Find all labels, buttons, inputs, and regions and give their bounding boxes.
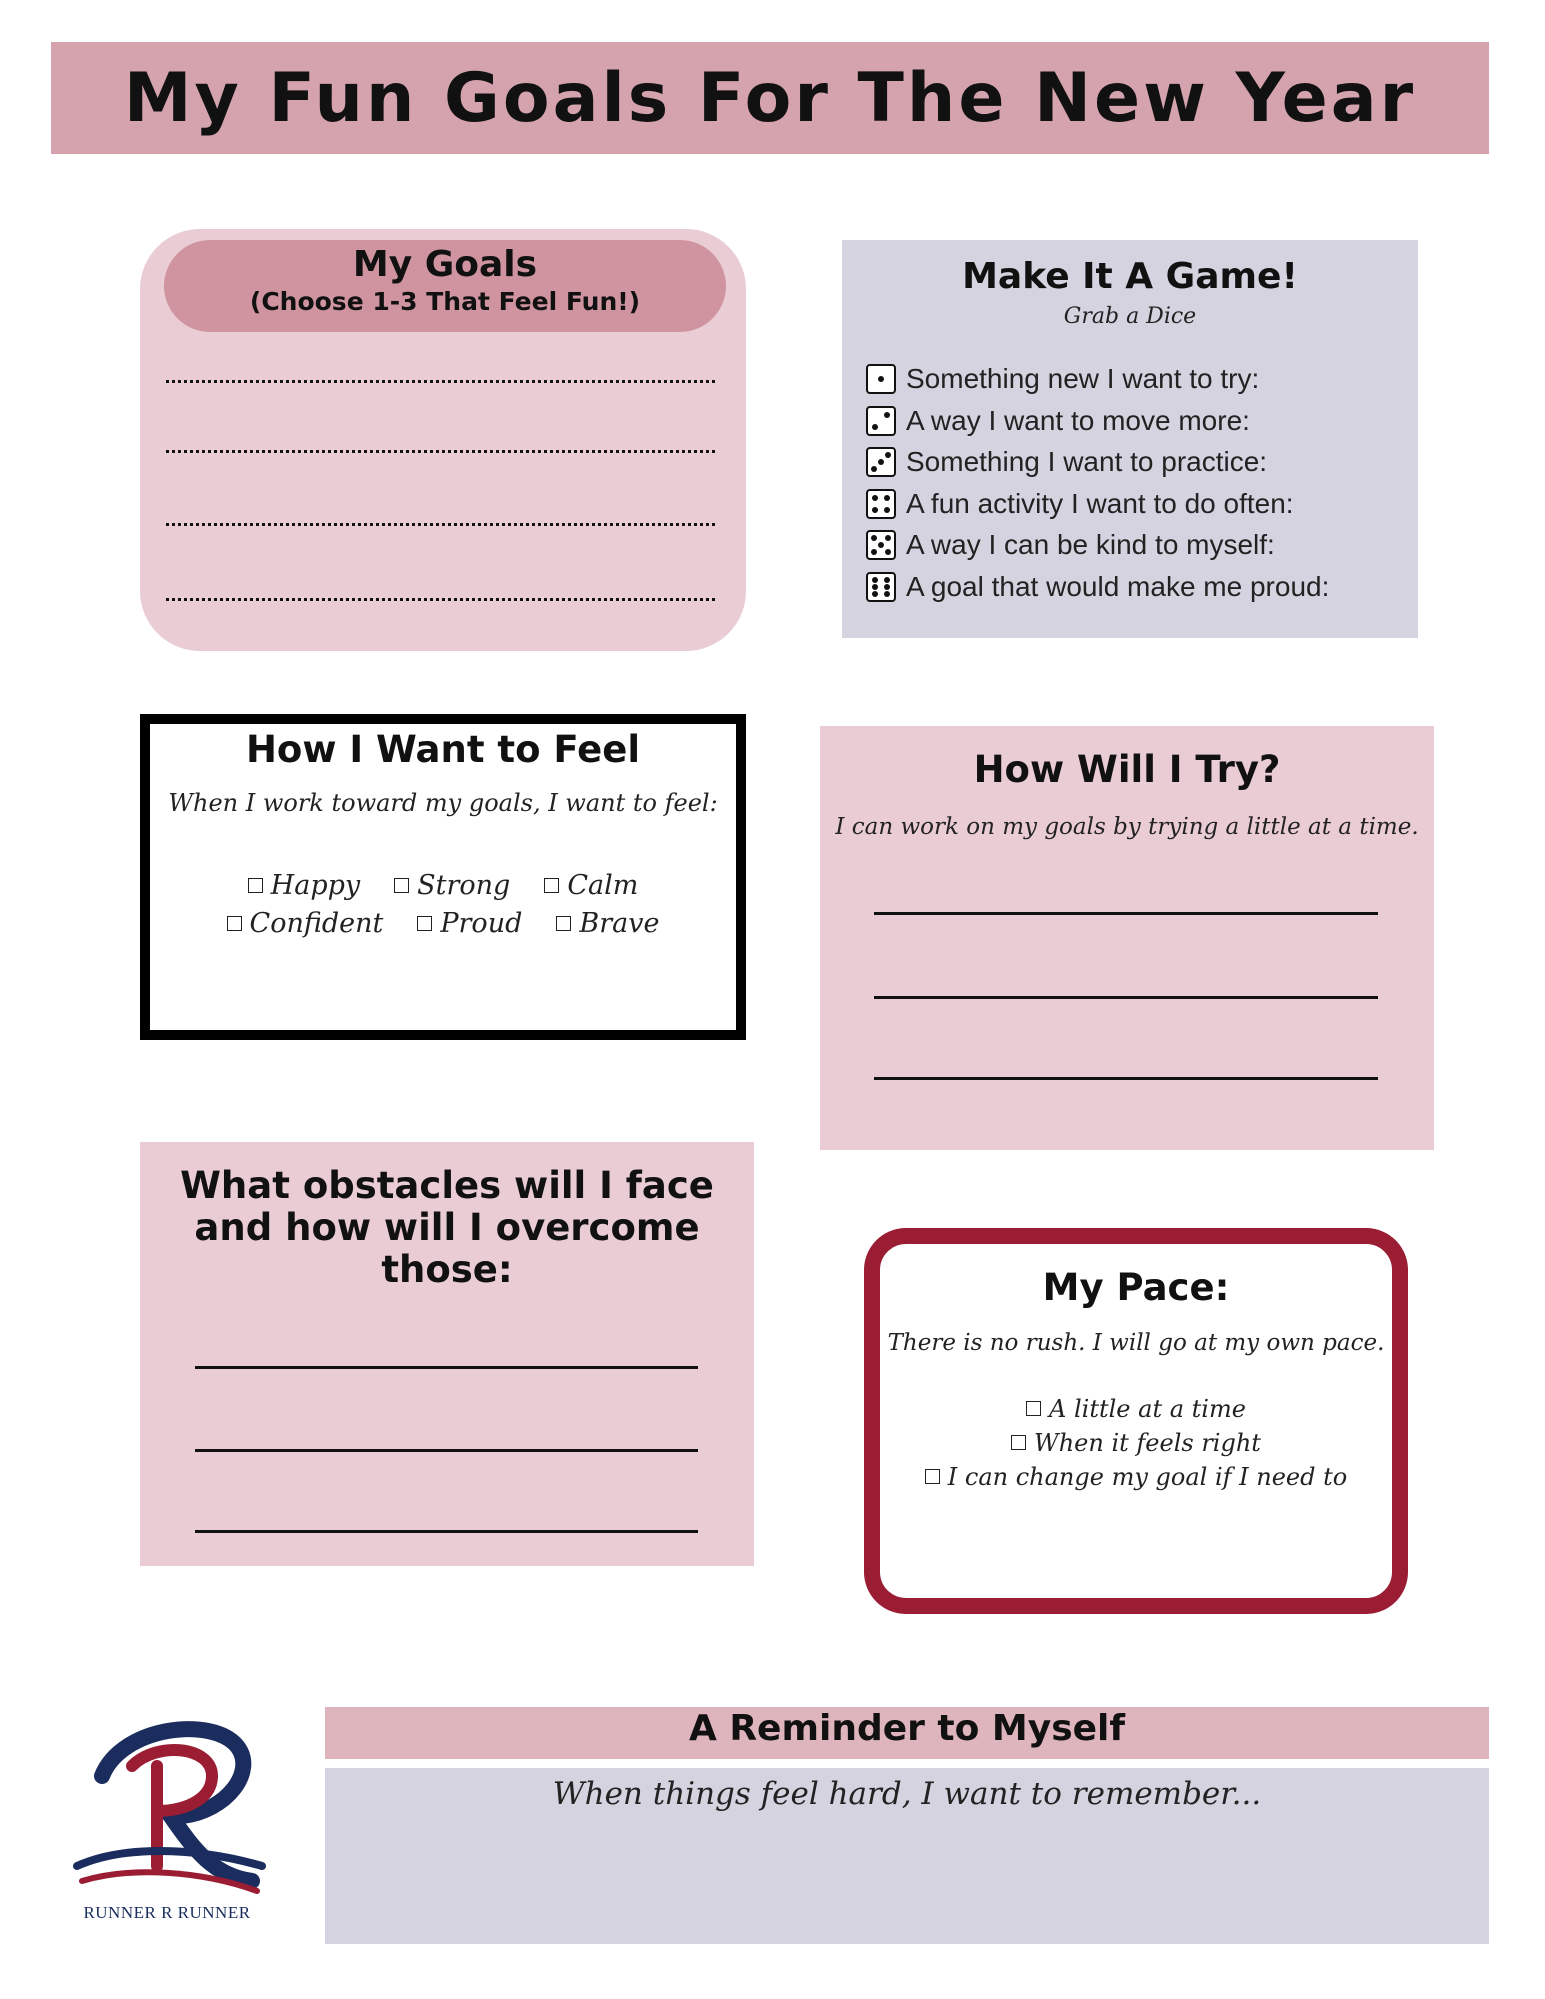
feel-option-happy[interactable]: Happy	[248, 870, 360, 901]
checkbox-icon[interactable]	[394, 878, 409, 893]
obstacles-line-1[interactable]	[195, 1366, 698, 1369]
game-item-label: A way I want to move more:	[906, 405, 1250, 436]
pace-subtitle: There is no rush. I will go at my own pace.	[887, 1330, 1385, 1356]
runner-logo-icon	[62, 1706, 272, 1926]
page-title: My Fun Goals For The New Year	[123, 58, 1417, 138]
checkbox-icon[interactable]	[227, 916, 242, 931]
die-6-icon	[866, 572, 896, 602]
feel-subtitle: When I work toward my goals, I want to feel:	[168, 789, 718, 817]
feel-row-1	[140, 870, 746, 901]
game-item-label: Something I want to practice:	[906, 446, 1268, 477]
game-title: Make It A Game!	[962, 256, 1298, 297]
feel-option-strong[interactable]: Strong	[394, 870, 510, 901]
pace-option-3[interactable]: I can change my goal if I need to	[864, 1463, 1408, 1491]
checkbox-icon[interactable]	[556, 916, 571, 931]
game-item-label: Something new I want to try:	[906, 363, 1260, 394]
logo-text: RUNNER R RUNNER	[83, 1903, 251, 1922]
try-line-1[interactable]	[874, 912, 1378, 915]
reminder-text: When things feel hard, I want to remember...	[552, 1776, 1262, 1812]
feel-option-calm[interactable]: Calm	[544, 870, 638, 901]
feel-option-confident[interactable]: Confident	[227, 908, 384, 939]
checkbox-icon[interactable]	[248, 878, 263, 893]
reminder-title: A Reminder to Myself	[688, 1708, 1126, 1749]
game-item-6	[866, 568, 1329, 606]
die-2-icon	[866, 406, 896, 436]
goal-line-3[interactable]	[166, 523, 715, 526]
try-line-3[interactable]	[874, 1077, 1378, 1080]
obstacles-line-2[interactable]	[195, 1449, 698, 1452]
feel-title: How I Want to Feel	[245, 728, 641, 771]
pace-option-1[interactable]: A little at a time	[864, 1395, 1408, 1423]
checkbox-icon[interactable]	[1026, 1401, 1041, 1416]
game-item-3	[866, 443, 1267, 481]
game-item-label: A goal that would make me proud:	[906, 571, 1330, 602]
checkbox-icon[interactable]	[417, 916, 432, 931]
die-3-icon	[866, 447, 896, 477]
try-line-2[interactable]	[874, 996, 1378, 999]
goal-line-4[interactable]	[166, 598, 715, 601]
goal-line-1[interactable]	[166, 380, 715, 383]
game-subtitle: Grab a Dice	[1063, 304, 1197, 329]
die-4-icon	[866, 489, 896, 519]
checkbox-icon[interactable]	[925, 1469, 940, 1484]
game-item-2	[866, 402, 1250, 440]
feel-option-brave[interactable]: Brave	[556, 908, 659, 939]
try-title: How Will I Try?	[973, 748, 1281, 791]
goals-title: My Goals	[352, 244, 538, 285]
game-item-label: A way I can be kind to myself:	[906, 529, 1275, 560]
feel-row-2	[140, 908, 746, 939]
checkbox-icon[interactable]	[1011, 1435, 1026, 1450]
try-subtitle: I can work on my goals by trying a little at a time.	[835, 814, 1419, 840]
goals-subtitle: (Choose 1-3 That Feel Fun!)	[249, 287, 641, 316]
pace-title: My Pace:	[1042, 1266, 1230, 1309]
obstacles-title: What obstacles will I face and how will I overcome those:	[180, 1164, 714, 1291]
checkbox-icon[interactable]	[544, 878, 559, 893]
die-5-icon	[866, 530, 896, 560]
goal-line-2[interactable]	[166, 450, 715, 453]
game-item-label: A fun activity I want to do often:	[906, 488, 1294, 519]
game-item-1	[866, 360, 1259, 398]
game-item-5	[866, 526, 1275, 564]
obstacles-line-3[interactable]	[195, 1530, 698, 1533]
feel-option-proud[interactable]: Proud	[417, 908, 522, 939]
pace-option-2[interactable]: When it feels right	[864, 1429, 1408, 1457]
title-banner	[51, 42, 1489, 154]
game-item-4	[866, 485, 1294, 523]
die-1-icon	[866, 364, 896, 394]
